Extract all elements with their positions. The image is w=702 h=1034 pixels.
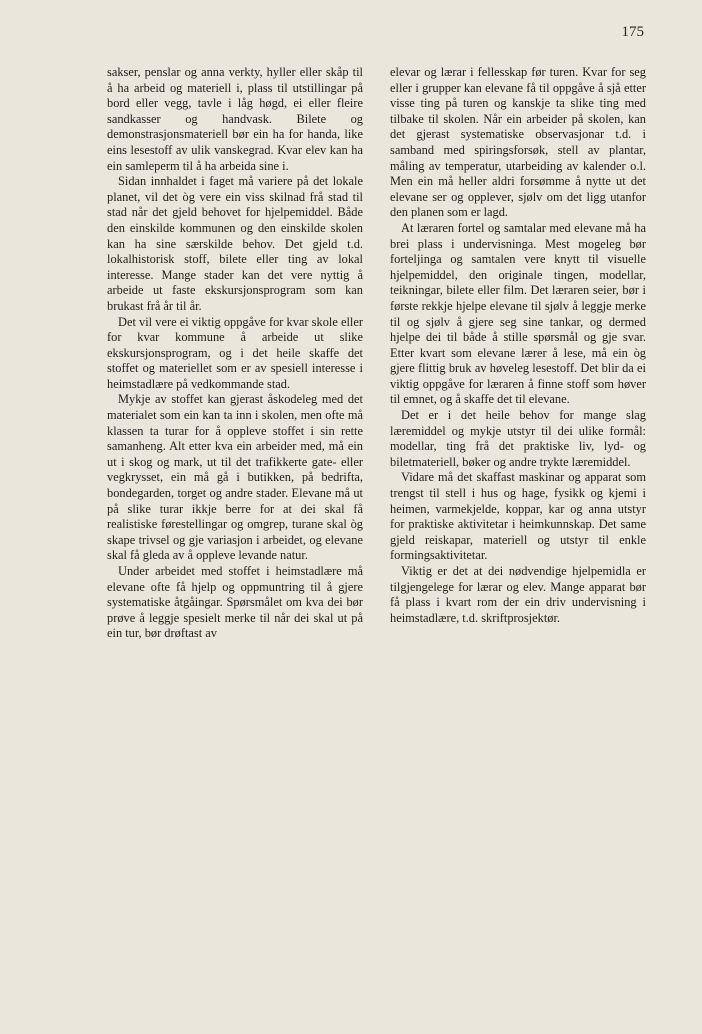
text-column-left: [107, 65, 363, 642]
paragraph: Det er i det heile behov for mange slag læremiddel og mykje utstyr til dei ulike formål: modellar, ting frå det praktiske liv, lyd- og biletmateriell, bøker og andre trykte læremiddel.: [390, 408, 646, 469]
paragraph: Mykje av stoffet kan gjerast åskodeleg med det materialet som ein kan ta inn i skolen, men ofte må klassen ta turar for å oppleve stoffet i sin rette samanheng. Alt etter kva ein arbeider med, må ein ut i skog og mark, ut til det trafikkerte gate- eller vegkrysset, ein må gå i butikken, på bedrifta, bondegarden, torget og andre stader. Elevane må ut på slike turar ikkje berre for at dei skal få realistiske førestellingar og omgrep, turane skal òg skape trivsel og gje variasjon i arbeidet, og elevane skal få gleda av å oppleve levande natur.: [107, 392, 363, 563]
paragraph: Det vil vere ei viktig oppgåve for kvar skole eller for kvar kommune å arbeide ut slike ekskursjonsprogram, og i det heile skaffe det stoffet og materiellet som er av spesiell interesse i heimstadlære på vedkommande stad.: [107, 314, 363, 391]
paragraph: elevar og lærar i fellesskap før turen. Kvar for seg eller i grupper kan elevane få til oppgåve å sjå etter visse ting på turen og kanskje ta slike ting med tilbake til skolen. Når ein arbeider på skolen, kan det gjerast systematiske observasjonar t.d. i samband med spiringsforsøk, stell av plantar, måling av temperatur, utarbeiding av kalender o.l. Men ein må heller aldri forsømme å nytte ut det elevane ser og opplever, sjølv om det ligg utanfor den planen som er lagd.: [390, 65, 646, 220]
paragraph: Vidare må det skaffast maskinar og apparat som trengst til stell i hus og hage, fysikk og kjemi i heimen, varmekjelde, koppar, kar og anna utstyr for praktiske aktivitetar i heimkunnskap. Det same gjeld reiskapar, materiell og utstyr til enkle formingsaktivitetar.: [390, 470, 646, 563]
page-number: 175: [621, 24, 644, 40]
paragraph: Sidan innhaldet i faget må variere på det lokale planet, vil det òg vere ein viss skilnad frå stad til stad når det gjeld behovet for hjelpemiddel. Både den einskilde kommunen og den einskilde skolen kan ha sine særskilde behov. Det gjeld t.d. lokalhistorisk stoff, bilete eller ting av lokal interesse. Mange stader kan det vere nyttig å arbeide ut faste ekskursjonsprogram som kan brukast frå år til år.: [107, 174, 363, 313]
paragraph: At læraren fortel og samtalar med elevane må ha brei plass i undervisninga. Mest mogeleg bør forteljinga og samtalen vere knytt til visuelle hjelpemiddel, den originale tingen, modellar, teikningar, bilete eller film. Det læraren seier, bør i første rekkje hjelpe elevane til sjølv å leggje merke til og sjølv å gjere seg sine tankar, og dermed hjelpe dei til både å stille spørsmål og gje svar. Etter kvart som elevane lærer å lese, må ein òg gjere flittig bruk av høveleg lesestoff. Det blir da ei viktig oppgåve for læraren å finne stoff som høver til emnet, og å skaffe det til elevane.: [390, 220, 646, 407]
paragraph: Under arbeidet med stoffet i heimstadlære må elevane ofte få hjelp og oppmuntring til å gjere systematiske åtgåingar. Spørsmålet om kva dei bør prøve å leggje spesielt merke til når dei skal ut på ein tur, bør drøftast av: [107, 564, 363, 641]
paragraph: sakser, penslar og anna verkty, hyller eller skåp til å ha arbeid og materiell i, plass til utstillingar på bord eller vegg, tavle i låg høgd, ei eller fleire sandkasser og handvask. Bilete og demonstrasjonsmateriell bør ein ha for handa, like eins lesestoff av ulik vanskegrad. Kvar elev kan ha ein samleperm til å ha arbeida sine i.: [107, 65, 363, 173]
text-column-right: [390, 65, 646, 626]
paragraph: Viktig er det at dei nødvendige hjelpemidla er tilgjengelege for lærar og elev. Mange apparat bør få plass i kvart rom der ein driv undervisning i heimstadlære, t.d. skriftprosjektør.: [390, 564, 646, 625]
